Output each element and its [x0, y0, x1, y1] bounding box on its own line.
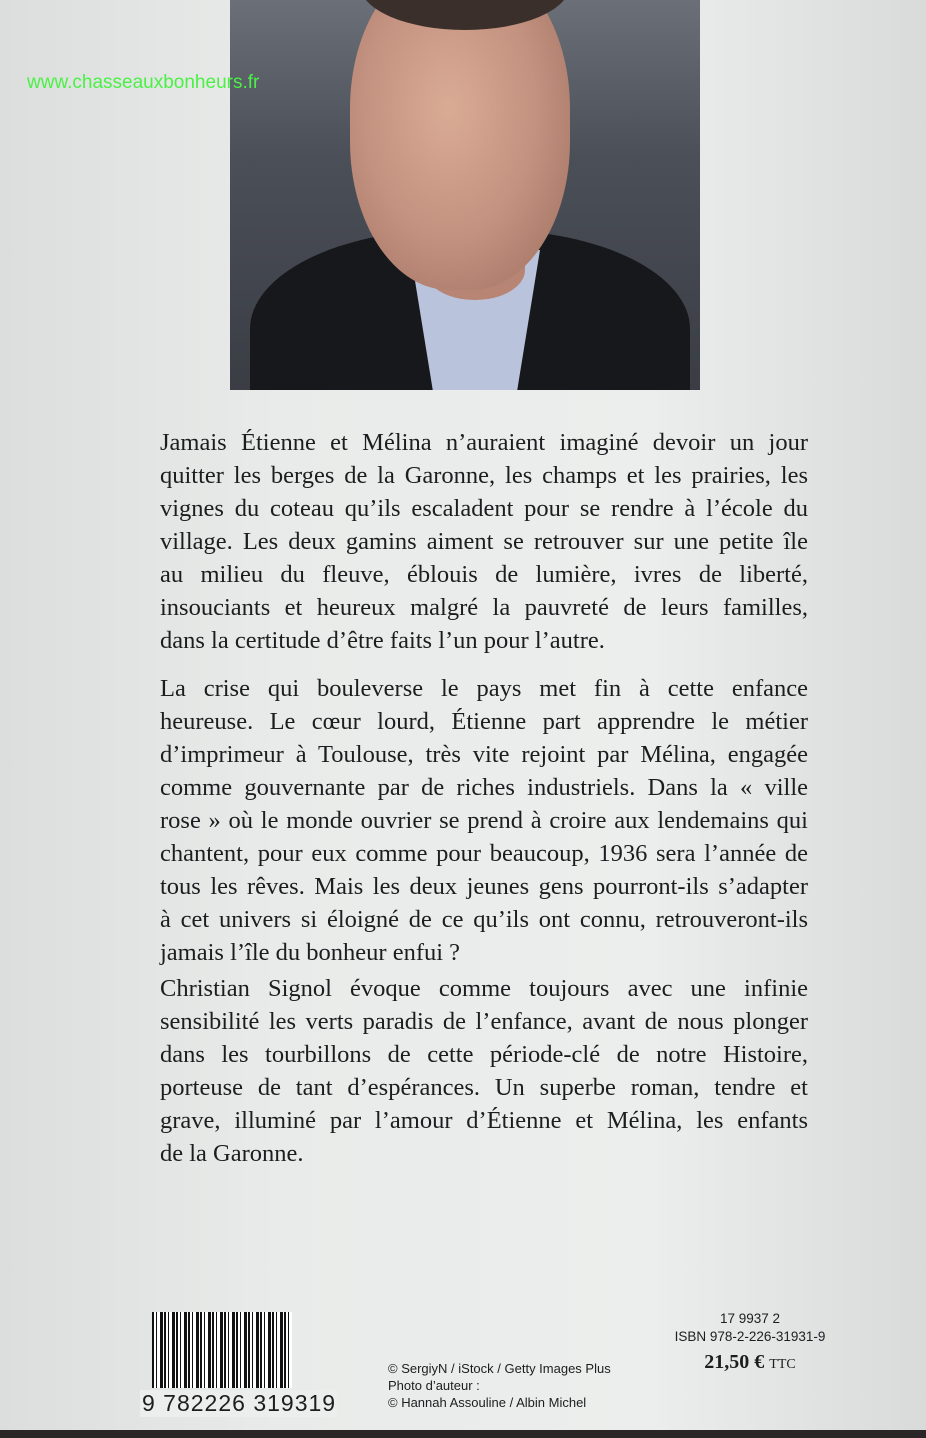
- internal-code: 17 9937 2: [719, 1311, 781, 1326]
- text-line: village. Les deux gamins aiment se retrouver sur une petite île: [160, 528, 808, 555]
- text-line: vignes du coteau qu’ils escaladent pour se rendre à l’école du: [160, 495, 808, 522]
- text-line: de la Garonne.: [160, 1140, 304, 1167]
- text-line: jamais l’île du bonheur enfui ?: [160, 939, 461, 966]
- watermark: www.chasseauxbonheurs.fr: [27, 72, 260, 93]
- price-suffix: TTC: [769, 1357, 796, 1372]
- text-line: sensibilité les verts paradis de l’enfance, avant de nous plonger: [160, 1008, 808, 1035]
- blurb-paragraph-3: [160, 972, 808, 1170]
- text-line: à cet univers si éloigné de ce qu’ils ont connu, retrouveront-ils: [160, 906, 808, 933]
- text-line: chantent, pour eux comme pour beaucoup, 1936 sera l’année de: [160, 840, 808, 867]
- blurb-paragraph-2: [160, 672, 808, 969]
- barcode: [152, 1312, 292, 1388]
- cover-bottom-edge: [0, 1430, 926, 1438]
- text-line: au milieu du fleuve, éblouis de lumière, ivres de liberté,: [160, 561, 808, 588]
- credit-line: © SergiyN / iStock / Getty Images Plus: [388, 1361, 611, 1376]
- text-line: La crise qui bouleverse le pays met fin à cette enfance: [160, 675, 808, 702]
- photo-credits: [388, 1360, 611, 1411]
- text-line: d’imprimeur à Toulouse, très vite rejoint par Mélina, engagée: [160, 741, 808, 768]
- price-block: [650, 1310, 850, 1377]
- barcode-digits: 9 782226 319319: [142, 1390, 337, 1416]
- credit-line: Photo d’auteur :: [388, 1378, 480, 1393]
- text-line: dans la certitude d’être faits l’un pour l’autre.: [160, 627, 605, 654]
- text-line: porteuse de tant d’espérances. Un superbe roman, tendre et: [160, 1074, 808, 1101]
- text-line: comme gouvernante par de riches industriels. Dans la « ville: [160, 774, 808, 801]
- text-line: Jamais Étienne et Mélina n’auraient imaginé devoir un jour: [160, 429, 808, 456]
- text-line: Christian Signol évoque comme toujours avec une infinie: [160, 975, 808, 1002]
- text-line: dans les tourbillons de cette période-clé de notre Histoire,: [160, 1041, 808, 1068]
- text-line: heureuse. Le cœur lourd, Étienne part apprendre le métier: [160, 708, 808, 735]
- blurb-paragraph-1: [160, 426, 808, 657]
- isbn: ISBN 978-2-226-31931-9: [674, 1329, 826, 1344]
- text-line: tous les rêves. Mais les deux jeunes gens pourront-ils s’adapter: [160, 873, 808, 900]
- text-line: rose » où le monde ouvrier se prend à croire aux lendemains qui: [160, 807, 808, 834]
- text-line: insouciants et heureux malgré la pauvreté de leurs familles,: [160, 594, 808, 621]
- text-line: quitter les berges de la Garonne, les champs et les prairies, les: [160, 462, 808, 489]
- text-line: grave, illuminé par l’amour d’Étienne et Mélina, les enfants: [160, 1107, 808, 1134]
- price: [650, 1350, 850, 1377]
- photo-face: [350, 0, 570, 290]
- author-photo: [230, 0, 700, 390]
- price-value: 21,50 €: [704, 1351, 765, 1373]
- credit-line: © Hannah Assouline / Albin Michel: [388, 1395, 587, 1410]
